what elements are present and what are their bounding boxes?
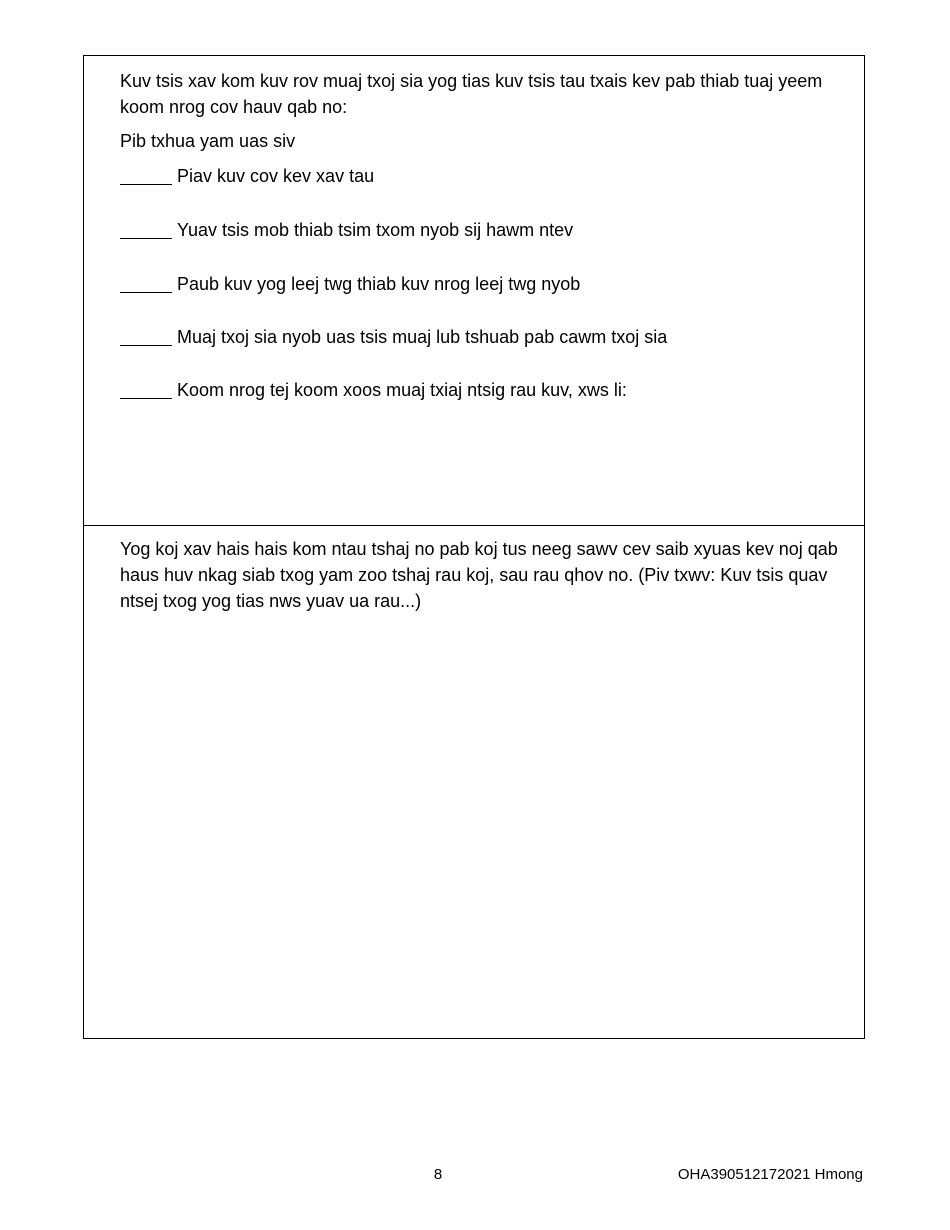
initial-blank[interactable] bbox=[120, 222, 172, 239]
checklist-item bbox=[120, 378, 627, 402]
checklist-item-label: Piav kuv cov kev xav tau bbox=[177, 166, 375, 186]
checklist-item bbox=[120, 325, 667, 349]
document-code: OHA390512172021 Hmong bbox=[677, 1166, 863, 1183]
checklist-item-label: Yuav tsis mob thiab tsim txom nyob sij hawm ntev bbox=[177, 220, 574, 240]
checklist-item-label: Muaj txoj sia nyob uas tsis muaj lub tshuab pab cawm txoj sia bbox=[177, 327, 668, 347]
checklist-item-label: Paub kuv yog leej twg thiab kuv nrog leej twg nyob bbox=[177, 274, 581, 294]
section-1-prompt: Kuv tsis xav kom kuv rov muaj txoj sia yog tias kuv tsis tau txais kev pab thiab tuaj yeem koom nrog cov hauv qab no: bbox=[120, 71, 823, 117]
page-number: 8 bbox=[433, 1166, 443, 1183]
additional-wishes-section[interactable] bbox=[84, 525, 864, 1038]
checklist-item bbox=[120, 272, 580, 296]
initial-blank[interactable] bbox=[120, 168, 172, 185]
checklist-item bbox=[120, 218, 573, 242]
section-2-prompt: Yog koj xav hais hais kom ntau tshaj no pab koj tus neeg sawv cev saib xyuas kev noj qab haus huv nkag siab txog yam zoo tshaj rau koj, sau rau qhov no. (Piv txwv: Kuv tsis quav ntsej txog yog tias nws yuav ua rau...) bbox=[120, 539, 838, 611]
wishes-checklist-section bbox=[84, 56, 864, 526]
initial-blank[interactable] bbox=[120, 329, 172, 346]
initial-blank[interactable] bbox=[120, 276, 172, 293]
initial-blank[interactable] bbox=[120, 382, 172, 399]
form-box bbox=[83, 55, 865, 1039]
checklist-instruction: Pib txhua yam uas siv bbox=[120, 131, 296, 151]
checklist-item bbox=[120, 164, 374, 188]
checklist-item-label: Koom nrog tej koom xoos muaj txiaj ntsig rau kuv, xws li: bbox=[177, 380, 627, 400]
